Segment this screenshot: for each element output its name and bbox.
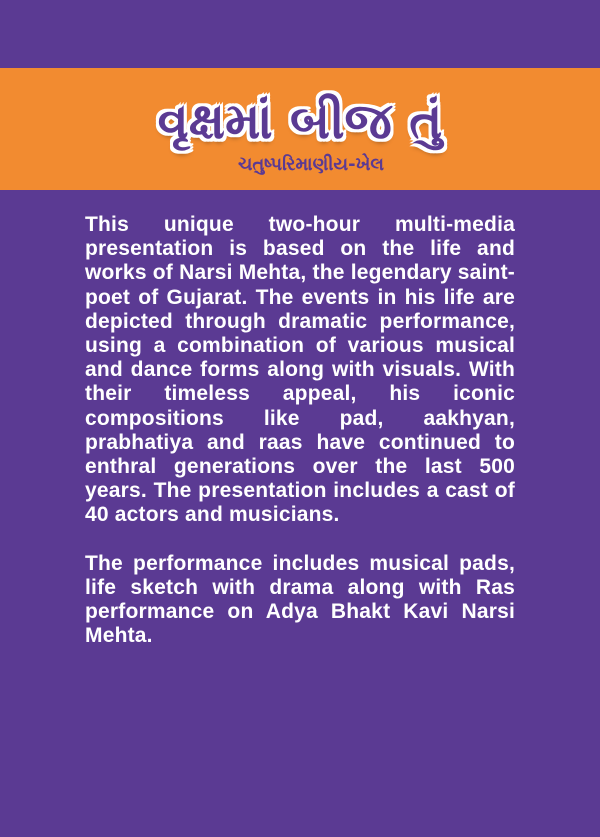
logo-subtitle: ચતુષ્પરિમાણીય-ખેલ [237,154,385,175]
description-text [85,213,515,648]
description-paragraph-1: This unique two-hour multi-media presentation is based on the life and works of Narsi Mehta, the legendary saint-poet of Gujarat. The events in his life are depicted through dramatic performance, using a combination of various musical and dance forms along with visuals. With their timeless appeal, his iconic compositions like pad, aakhyan, prabhatiya and raas have continued to enthral generations over the last 500 years. The presentation includes a cast of 40 actors and musicians. [85,213,515,527]
description-paragraph-2: The performance includes musical pads, life sketch with drama along with Ras performance on Adya Bhakt Kavi Narsi Mehta. [85,551,515,648]
logo-title: વૃક્ષમાં બીજ તું [157,92,443,150]
title-logo [148,89,452,185]
